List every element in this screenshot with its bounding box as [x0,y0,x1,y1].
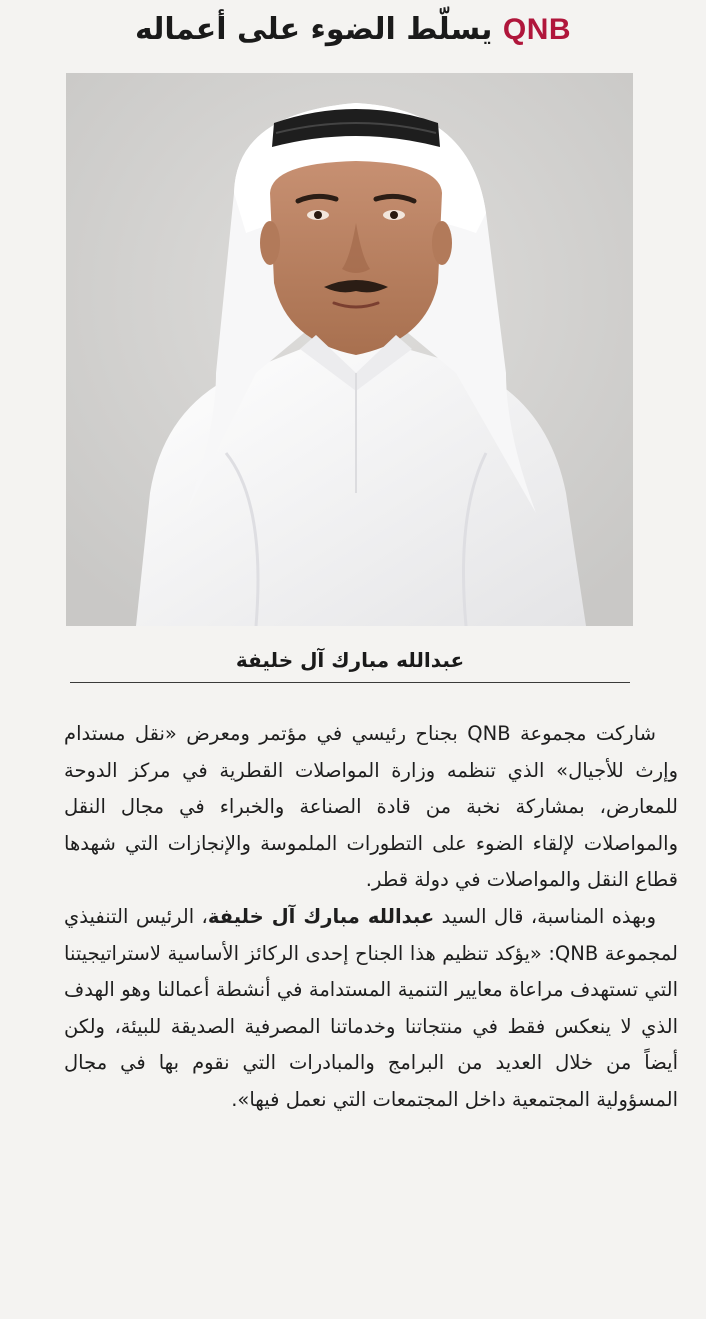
paragraph-1: شاركت مجموعة QNB بجناح رئيسي في مؤتمر ومعرض «نقل مستدام وإرث للأجيال» الذي تنظمه وزارة المواصلات القطرية في مركز الدوحة للمعارض، بمشاركة نخبة من قادة الصناعة والخبراء في مجال النقل والمواصلات لإلقاء الضوء على التطورات الملموسة والإنجازات التي شهدها قطاع النقل والمواصلات في دولة قطر. [64,722,678,892]
paragraph-2-quote: ، الرئيس التنفيذي لمجموعة QNB: «يؤكد تنظيم هذا الجناح إحدى الركائز الأساسية لاستراتيجيتنا التي تستهدف مراعاة معايير التنمية المستدامة في أنشطة أعمالنا وهو الهدف الذي لا ينعكس فقط في منتجاتنا وخدماتنا المصرفية الصديقة للبيئة، ولكن أيضاً من خلال العديد من البرامج والمبادرات التي نقوم بها في مجال المسؤولية المجتمعية داخل المجتمعات التي نعمل فيها». [64,904,678,1111]
speaker-name: عبدالله مبارك آل خليفة [207,904,435,928]
article-body [64,716,678,1119]
headline-text: يسلّط الضوء على أعماله [134,12,493,47]
headline-brand: QNB [502,13,572,46]
headline [0,4,706,56]
portrait-illustration [66,73,633,626]
paragraph-2-intro: وبهذه المناسبة، قال السيد [434,904,657,928]
portrait-photo [66,73,633,626]
caption-divider [70,682,630,683]
photo-caption: عبدالله مبارك آل خليفة [235,648,465,672]
paragraph-2 [64,899,678,1119]
